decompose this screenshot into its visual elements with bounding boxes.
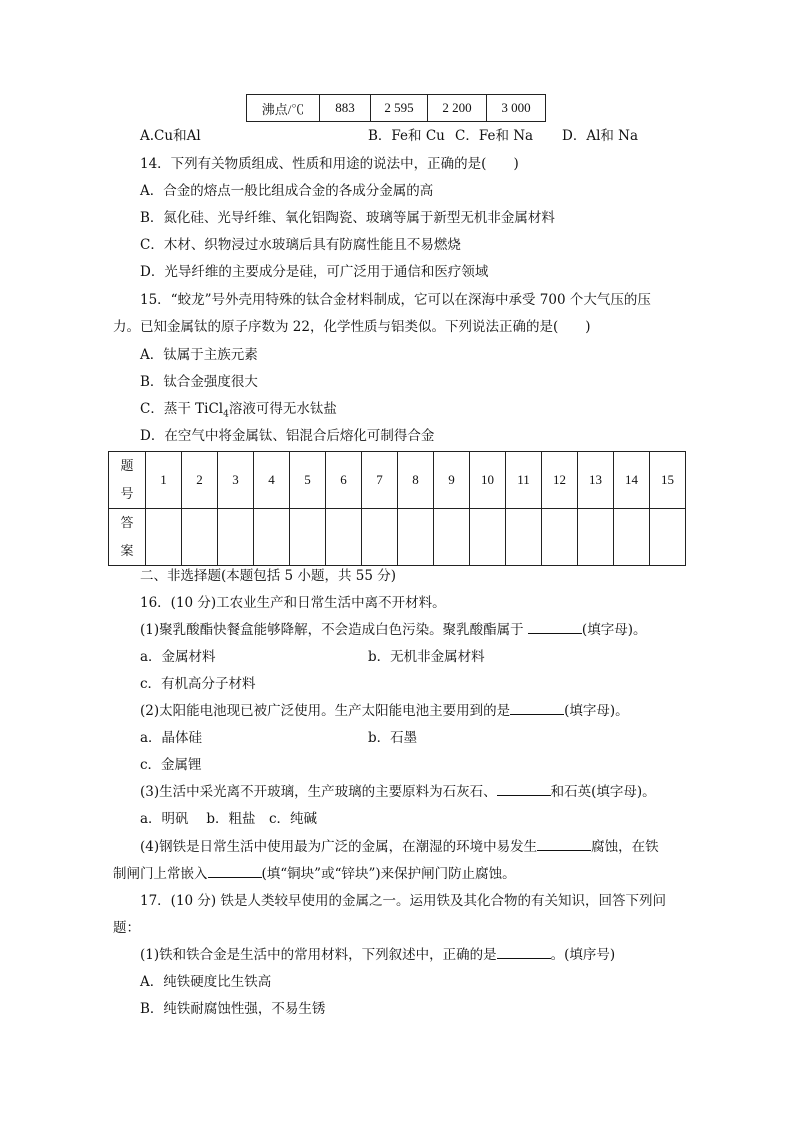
answer-table [108,451,686,566]
question-number-cell: 10 [470,452,506,509]
q13-option-b: B．Fe和 Cu [368,128,445,144]
question-number-cell: 9 [434,452,470,509]
answer-cell[interactable] [362,509,398,566]
question-number-cell: 15 [650,452,686,509]
boiling-point-label: 沸点/℃ [247,95,320,122]
answer-cell[interactable] [614,509,650,566]
q15-stem-line1: 15．“蛟龙”号外壳用特殊的钛合金材料制成，它可以在深海中承受 700 个大气压的压 [140,292,651,308]
section-heading: 二、非选择题(本题包括 5 小题，共 55 分) [140,568,396,584]
q17-stem-line2: 题： [113,920,140,936]
answer-cell[interactable] [398,509,434,566]
q13-option-a: A.Cu和Al [140,128,201,144]
boiling-point-value: 883 [320,95,371,122]
q15-option-a: A．钛属于主族元素 [140,347,258,363]
answer-cell[interactable] [326,509,362,566]
question-number-cell: 4 [254,452,290,509]
q15-option-c [140,397,337,420]
q16-part3-options: a．明矾 b．粗盐 c．纯碱 [140,811,318,827]
answer-blank[interactable] [510,700,564,715]
q15-stem-line2: 力。已知金属钛的原子序数为 22，化学性质与铝类似。下列说法正确的是( ) [113,319,591,335]
question-number-cell: 6 [326,452,362,509]
answer-cell[interactable] [146,509,182,566]
q16-part4-line2: 制闸门上常嵌入 (填“铜块”或“锌块”)来保护闸门防止腐蚀。 [113,862,516,882]
question-number-cell: 5 [290,452,326,509]
q16-part1-option-c: c．有机高分子材料 [140,676,256,692]
answer-cell[interactable] [290,509,326,566]
q16-part4-line1: (4)钢铁是日常生活中使用最为广泛的金属，在潮湿的环境中易发生 腐蚀，在铁 [140,835,659,855]
boiling-point-value: 2 595 [371,95,428,122]
question-number-cell: 2 [182,452,218,509]
answer-cell[interactable] [434,509,470,566]
q14-stem: 14．下列有关物质组成、性质和用途的说法中，正确的是( ) [140,156,519,172]
q17-option-a: A．纯铁硬度比生铁高 [140,974,272,990]
q13-option-d: D．Al和 Na [562,128,639,144]
question-number-cell: 8 [398,452,434,509]
answer-blank[interactable] [528,619,582,634]
answer-cell[interactable] [578,509,614,566]
q15-option-c-subscript: 4 [223,409,229,420]
answer-cell[interactable] [470,509,506,566]
answer-blank[interactable] [497,781,551,796]
q16-part1: (1)聚乳酸酯快餐盒能够降解，不会造成白色污染。聚乳酸酯属于 (填字母)。 [140,618,646,638]
answer-cell[interactable] [254,509,290,566]
q16-part2: (2)太阳能电池现已被广泛使用。生产太阳能电池主要用到的是 (填字母)。 [140,699,629,719]
q16-part2-option-b: b．石墨 [368,730,418,746]
question-number-cell: 3 [218,452,254,509]
q14-option-b: B．氮化硅、光导纤维、氧化铝陶瓷、玻璃等属于新型无机非金属材料 [140,210,555,226]
answer-cell[interactable] [542,509,578,566]
boiling-point-value: 3 000 [487,95,546,122]
q16-part1-option-a: a．金属材料 [140,649,216,665]
answer-cell[interactable] [182,509,218,566]
q13-option-c: C．Fe和 Na [455,128,534,144]
q16-part2-option-c: c．金属锂 [140,757,202,773]
q15-option-d: D．在空气中将金属钛、铝混合后熔化可制得合金 [140,428,435,444]
q17-stem-line1: 17．(10 分) 铁是人类较早使用的金属之一。运用铁及其化合物的有关知识，回答下列问 [140,893,666,909]
answer-blank[interactable] [537,836,591,851]
boiling-point-table [246,94,546,122]
q15-option-b: B．钛合金强度很大 [140,374,258,390]
question-number-cell: 14 [614,452,650,509]
question-number-cell: 11 [506,452,542,509]
answer-table-row-label: 题 号 [109,452,146,509]
answer-cell[interactable] [506,509,542,566]
answer-cell[interactable] [218,509,254,566]
q16-stem: 16．(10 分)工农业生产和日常生活中离不开材料。 [140,595,446,611]
question-number-cell: 12 [542,452,578,509]
q15-option-c-prefix: C．蒸干 TiCl [140,401,224,417]
answer-blank[interactable] [497,944,551,959]
q14-option-c: C．木材、织物浸过水玻璃后具有防腐性能且不易燃烧 [140,237,461,253]
q16-part2-option-a: a．晶体硅 [140,730,203,746]
q16-part3: (3)生活中采光离不开玻璃，生产玻璃的主要原料为石灰石、 和石英(填字母)。 [140,780,656,800]
q16-part1-option-b: b．无机非金属材料 [368,649,485,665]
q14-option-a: A．合金的熔点一般比组成合金的各成分金属的高 [140,183,434,199]
question-number-cell: 13 [578,452,614,509]
q15-option-c-suffix: 溶液可得无水钛盐 [228,401,337,417]
question-number-cell: 1 [146,452,182,509]
answer-cell[interactable] [650,509,686,566]
boiling-point-value: 2 200 [428,95,487,122]
question-number-cell: 7 [362,452,398,509]
answer-table-row-label: 答 案 [109,509,146,566]
q17-option-b: B．纯铁耐腐蚀性强，不易生锈 [140,1001,326,1017]
q14-option-d: D．光导纤维的主要成分是硅，可广泛用于通信和医疗领域 [140,264,489,280]
q17-part1: (1)铁和铁合金是生活中的常用材料，下列叙述中，正确的是 。(填序号) [140,943,615,963]
answer-blank[interactable] [208,863,262,878]
